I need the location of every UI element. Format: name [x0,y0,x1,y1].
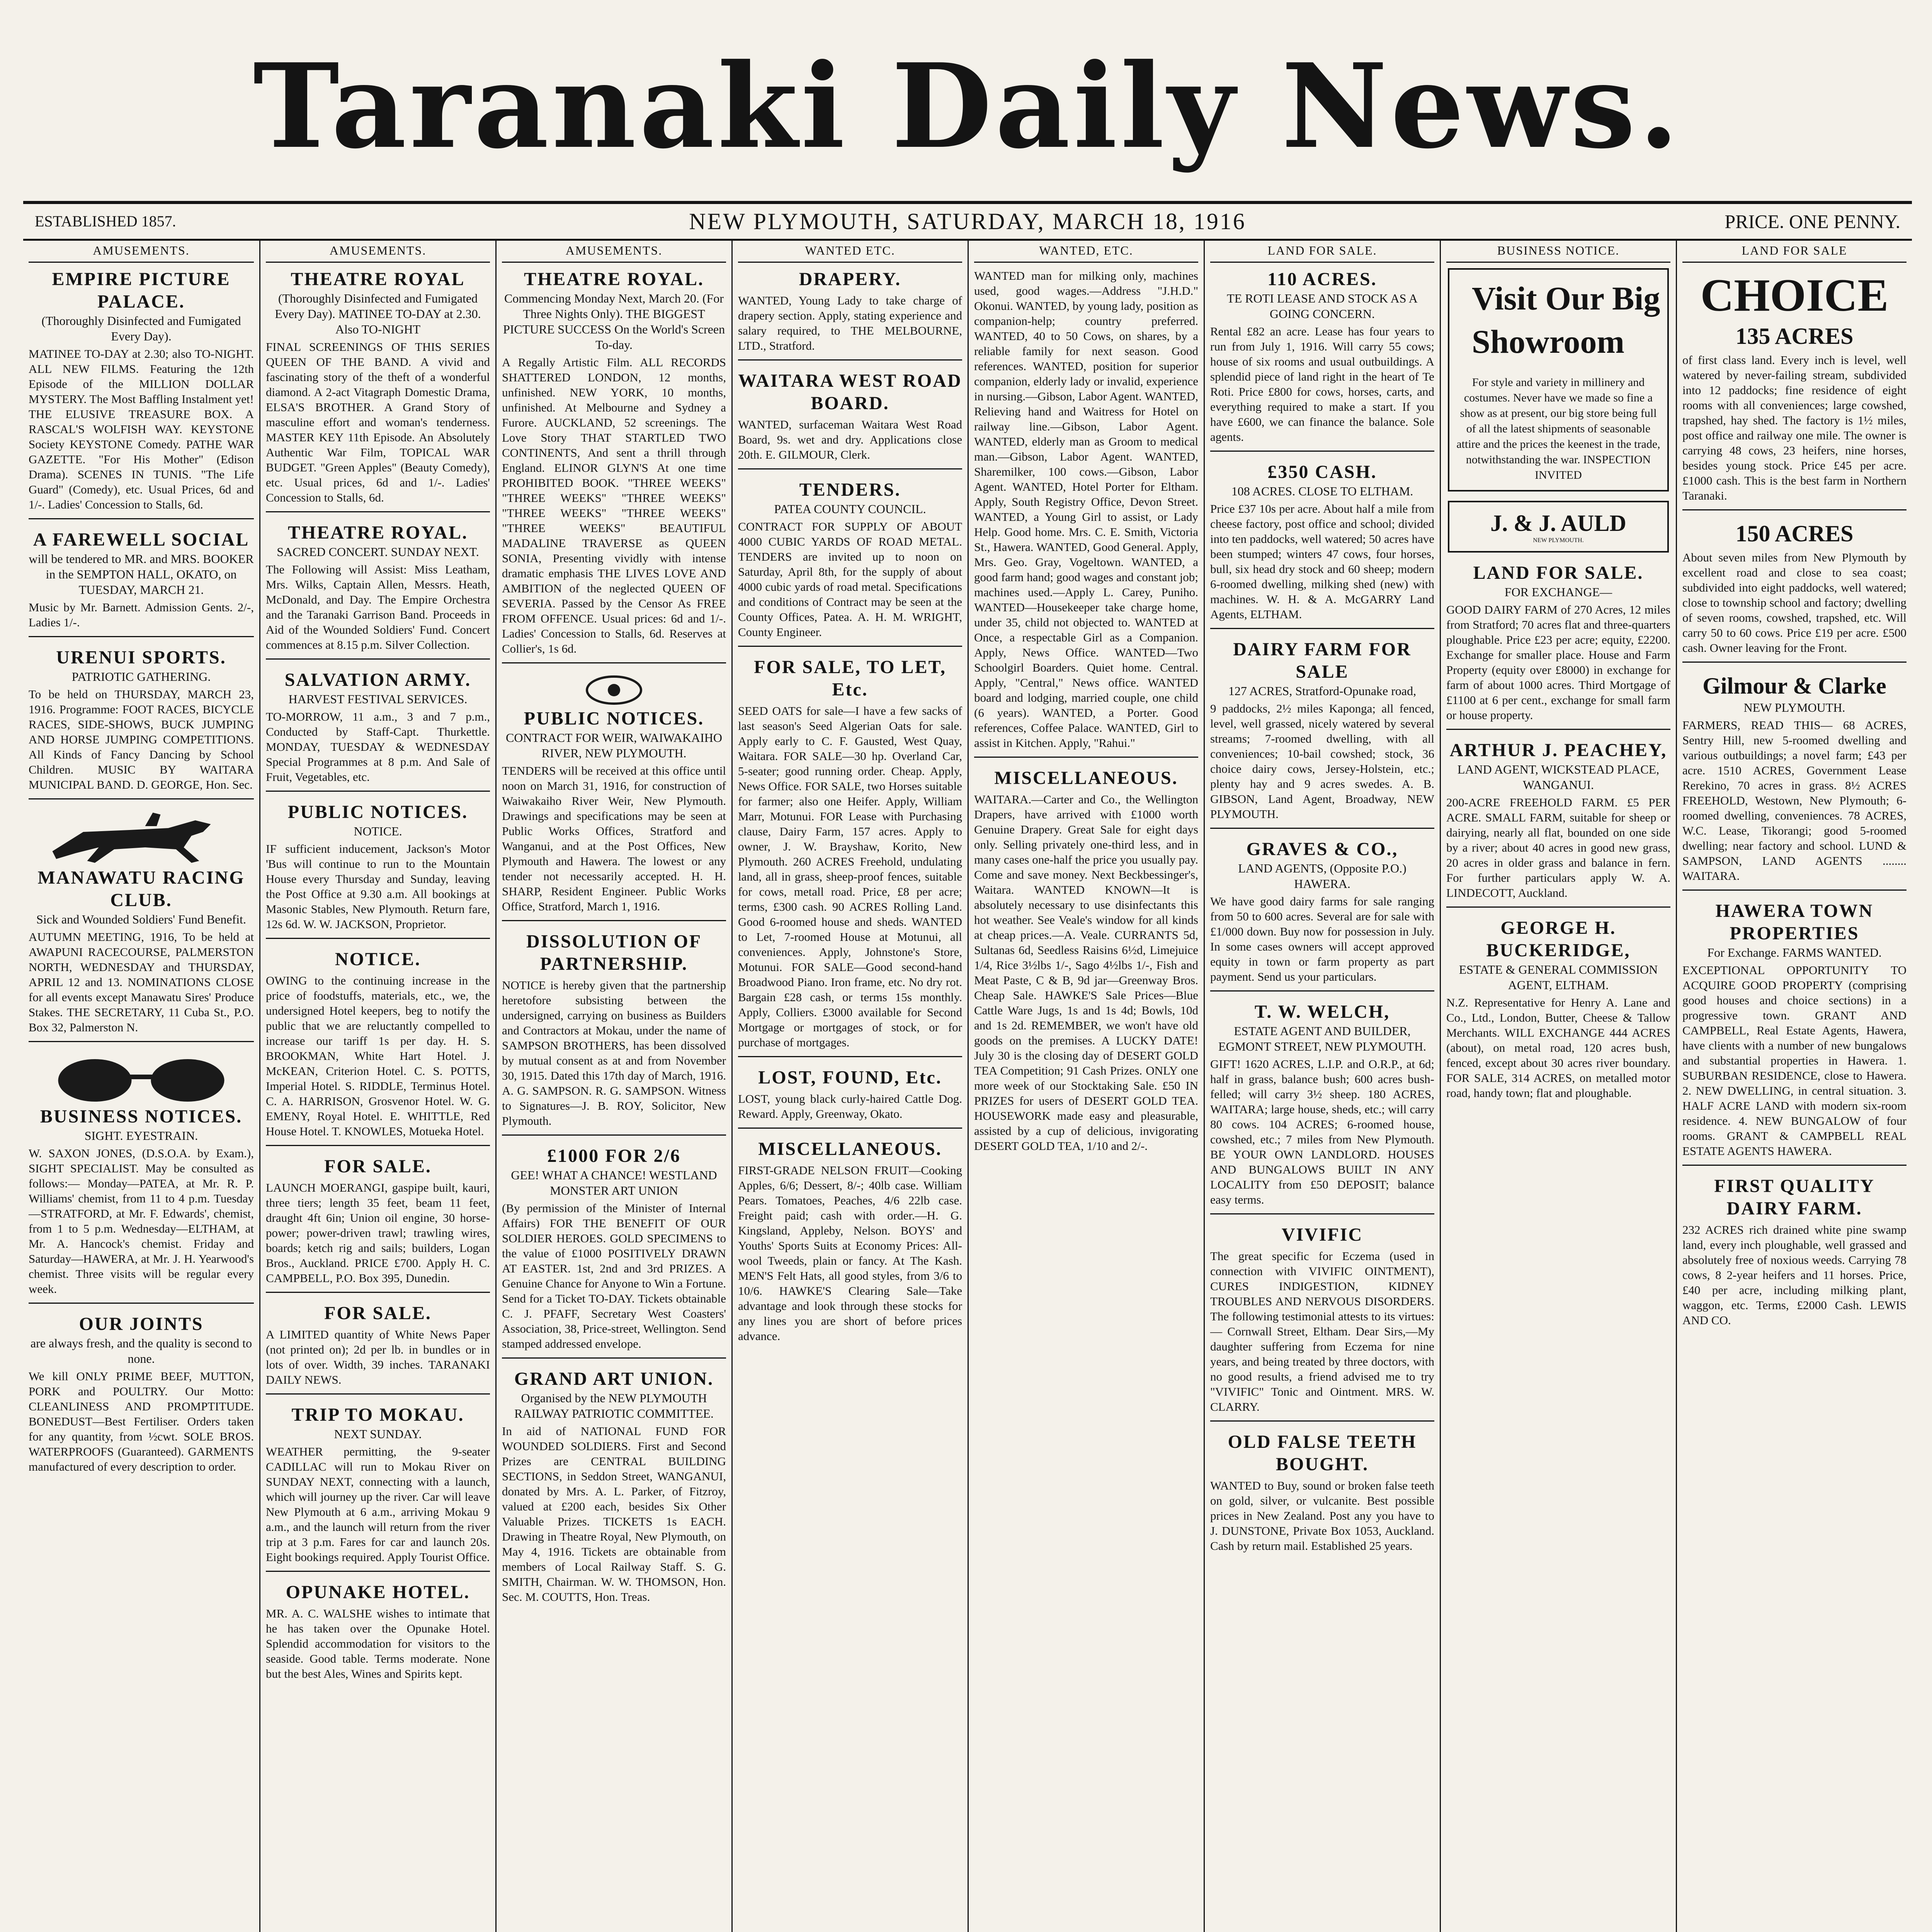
ad-body: The Following will Assist: Miss Leatham, Mrs. Wilks, Captain Allen, Messrs. Heath, McDonald, and Day. The Empire Orchestra and the Taranaki Garrison Band. Proceeds in Aid of the Wounded Soldiers' Fund. Concert commences at 8.15 p.m. Silver Collection. [266,563,490,651]
ad-title: TENDERS. [799,480,901,500]
ad-block [266,1404,490,1572]
ad-body: A Regally Artistic Film. ALL RECORDS SHATTERED LONDON, 12 months, unfinished. NEW YORK, 10 months, unfinished. At Melbourne and Sydney a Furore. AUCKLAND, 52 screenings. The Love Story THAT STARTLED TWO CONTINENTS, And sent a thrill through England. ELINOR GLYN'S At one time PROHIBITED BOOK. "THREE WEEKS" "THREE WEEKS" "THREE WEEKS" "THREE WEEKS" "THREE WEEKS" "THREE WEEKS" BEAUTIFUL MADALINE TRAVERSE as QUEEN SONIA, Presenting vividly with intense dramatic emphasis THE LIVES LOVE AND AMBITION of the neglected QUEEN OF SEVERIA. Passed by the Censor As FREE FROM OFFENCE. Usual prices: 6d and 1/-. Ladies' Concession to Stalls, 6d. Reserves at Collier's, 1s 6d. [502,355,726,655]
ad-block [266,669,490,792]
column-6 [1204,240,1440,1932]
ad-block [1682,1175,1906,1328]
column-5 [968,240,1204,1932]
ad-body: WANTED to Buy, sound or broken false teeth on gold, silver, or vulcanite. Best possible prices in New Zealand. Post any you have to J. DUNSTONE, Private Box 1053, Auckland. Cash by return mail. Established 25 years. [1210,1479,1434,1553]
ad-subtitle: TE ROTI LEASE AND STOCK AS A GOING CONCERN. [1227,291,1418,321]
ad-title: FIRST QUALITY DAIRY FARM. [1714,1176,1875,1219]
ad-title: GEORGE H. BUCKERIDGE, [1486,918,1631,961]
ad-title: FOR SALE. [324,1303,432,1323]
ad-title: MISCELLANEOUS. [994,768,1178,788]
ad-body: A LIMITED quantity of White News Paper (not printed on); 2d per lb. in bundles or in lots of over. Width, 39 inches. TARANAKI DAILY NEWS. [266,1328,490,1386]
ad-body: LOST, young black curly-haired Cattle Dog. Reward. Apply, Greenway, Okato. [738,1092,962,1121]
ad-body: EXCEPTIONAL OPPORTUNITY TO ACQUIRE GOOD PROPERTY (comprising good houses and choice sections) in a progressive town. GRANT AND CAMPBELL, Real Estate Agents, Hawera, have clients with a number of new bungalows and substantial properties in Hawera. 1. SUBURBAN RESIDENCE, close to Hawera. 2. NEW DWELLING, in central situation. 3. HALF ACRE LAND with modern six-room residence. 4. NEW BUNGALOW of four rooms. GRANT & CAMPBELL REAL ESTATE AGENTS HAWERA. [1682,963,1906,1158]
ad-body: 200-ACRE FREEHOLD FARM. £5 PER ACRE. SMALL FARM, suitable for sheep or dairying, nearly all flat, bounded on one side by a river; about 40 acres in good new grass, 20 acres in older grass and balance in fern. For further particulars apply W. A. LINDECOTT, Auckland. [1446,796,1670,900]
ad-body: Music by Mr. Barnett. Admission Gents. 2/-, Ladies 1/-. [29,600,254,629]
ad-block [738,1066,962,1129]
ad-subtitle: NEW PLYMOUTH. [1533,537,1584,544]
ad-subtitle: ESTATE AGENT AND BUILDER, EGMONT STREET, NEW PLYMOUTH. [1218,1024,1427,1053]
ad-body: GOOD DAIRY FARM of 270 Acres, 12 miles from Stratford; 70 acres flat and three-quarters ploughable. Price £23 per acre; equity, £2200. Exchange for smaller place. House and Farm Property (equity over £8000) in exchange for farm of about 1000 acres. Third Mortgage of £1100 at 6 per cent., exchange for small farm or house property. [1446,603,1670,722]
ad-subtitle: (Thoroughly Disinfected and Fumigated Every Day). MATINEE TO-DAY at 2.30. Also TO-NIGHT [275,291,481,336]
ad-title: BUSINESS NOTICES. [40,1106,243,1127]
ad-block [1210,838,1434,992]
ad-subtitle: Organised by the NEW PLYMOUTH RAILWAY PATRIOTIC COMMITTEE. [514,1391,714,1420]
ad-subtitle: PATEA COUNTY COUNCIL. [774,502,926,516]
ad-body: WANTED, Young Lady to take charge of drapery section. Apply, stating experience and salary required, to THE MELBOURNE, LTD., Stratford. [738,294,962,352]
ad-block [974,767,1198,1153]
ad-body: TO-MORROW, 11 a.m., 3 and 7 p.m., Conducted by Staff-Capt. Thurkettle. MONDAY, TUESDAY & WEDNESDAY Special Programmes at 8 p.m. And Sale of Fruit, Vegetables, etc. [266,710,490,784]
ad-body: MATINEE TO-DAY at 2.30; also TO-NIGHT. ALL NEW FILMS. Featuring the 12th Episode of the MILLION DOLLAR MYSTERY. The Most Baffling Instalment yet! THE ELUSIVE TREASURE BOX. A RASCAL'S WOLFISH WAY. KEYSTONE Society KEYSTONE Comedy. PATHE WAR GAZETTE. "For His Mother" (Edison Drama). SCENES IN TUNIS. "The Life Guard" (Comedy), etc. Usual Prices, 6d and 1/-. Ladies' Concession to Stalls, 6d. [29,347,254,511]
column-2 [259,240,495,1932]
ad-block [974,268,1198,758]
ad-body: WEATHER permitting, the 9-seater CADILLAC will run to Mokau River on SUNDAY NEXT, connecting with a launch, which will journey up the river. Car will leave New Plymouth at 6 a.m., arriving Mokau 9 a.m., and the launch will return from the river trip at 3 p.m. Fares for car and launch 20s. Eight bookings required. Apply Tourist Office. [266,1445,490,1564]
ad-subtitle: 127 ACRES, Stratford-Opunake road, [1228,684,1417,698]
ad-title: Visit Our Big Showroom [1472,280,1660,360]
column-8 [1676,240,1912,1932]
ad-body: of first class land. Every inch is level, well watered by never-failing stream, subdivided into 12 paddocks; fine residence of eight rooms with all conveniences; large cowshed, trapshed, hay shed. The factory is 1½ miles, post office and railway one mile. The owner is carrying 48 cows, 23 heifers, nine horses, besides young stock. Price £45 per acre. £1000 cash. This is the best farm in Northern Taranaki. [1682,353,1906,502]
showroom-ad [1448,268,1669,492]
auld-ad [1448,501,1669,553]
ad-block [29,1105,254,1304]
ad-block [266,1302,490,1395]
ad-title: Gilmour & Clarke [1702,673,1886,699]
ad-block [1682,268,1906,510]
ad-body: AUTUMN MEETING, 1916, To be held at AWAPUNI RACECOURSE, PALMERSTON NORTH, WEDNESDAY and THURSDAY, APRIL 12 and 13. NOMINATIONS CLOSE for all events except Manawatu Sires' Produce Stakes. THE SECRETARY, 11 Cuba St., P.O. Box 32, Palmerston N. [29,930,254,1034]
ad-title: CHOICE [1700,269,1889,321]
ad-body: N.Z. Representative for Henry A. Lane and Co., Ltd., London, Butter, Cheese & Tallow Merchants. WILL EXCHANGE 444 ACRES (about), on metal road, 120 acres bush, fenced, except about 30 acres river boundary. FOR SALE, 314 ACRES, on metalled motor road, handy town; flat and ploughable. [1446,996,1670,1100]
ad-block [738,1138,962,1344]
ad-block [1446,739,1670,908]
ad-title: J. & J. AULD [1490,510,1626,536]
spectacles-illustration [29,1051,254,1105]
ad-body: 232 ACRES rich drained white pine swamp land, every inch ploughable, well grassed and absolutely free of noxious weeds. Carrying 78 cows, 8 2-year heifers and 11 horses. Price, £40 per acre, including milking plant, waggon, etc. Terms, £2000 Cash. LEWIS AND CO. [1682,1223,1906,1327]
column-1 [23,240,259,1932]
masthead-title: Taranaki Daily News. [253,38,1682,174]
column-heading: AMUSEMENTS. [266,240,490,263]
column-heading: WANTED, ETC. [974,240,1198,263]
ad-body: FINAL SCREENINGS OF THIS SERIES QUEEN OF THE BAND. A vivid and fascinating story of the theft of a wonderful diamond. A 2-act Vitagraph Domestic Drama, ELSA'S BROTHER. A Grand Story of masculine effort and woman's tenderness. MASTER KEY 11th Episode. An Absolutely Authentic War Film, TOPICAL WAR BUDGET. "Green Apples" (Beauty Comedy), etc. Usual prices, 6d and 1/-. Ladies' Concession to Stalls, 6d. [266,340,490,504]
ad-subtitle: ESTATE & GENERAL COMMISSION AGENT, ELTHAM. [1459,963,1658,992]
ad-block [738,370,962,469]
ad-title: SALVATION ARMY. [284,670,471,690]
dateline-bar [23,201,1912,241]
ad-block [29,268,254,519]
crest-illustration [502,673,726,707]
ad-body: FARMERS, READ THIS— 68 ACRES, Sentry Hill, new 5-roomed dwelling and various outbuildings; a novel farm; £43 per acre. 1510 ACRES, Government Lease Rerekino, 70 acres in grass. 8½ ACRES FREEHOLD, Westown, New Plymouth; 6-roomed dwelling, conveniences. 78 ACRES, W.C. Lease, Tikorangi; good 5-roomed dwelling; near factory and school. LUND & SAMPSON, LAND AGENTS ........ WAITARA. [1682,718,1906,883]
ad-body: GIFT! 1620 ACRES, L.I.P. and O.R.P., at 6d; half in grass, balance bush; 600 acres bush-felled; will carry 3½ sheep. 180 ACRES, WAITARA; large house, sheds, etc.; will carry 80 cows. 104 ACRES; 6-roomed house, cowshed, etc.; 7 miles from New Plymouth. BE YOUR OWN LANDLORD. HOUSES AND BUNGALOWS BUILT IN ANY LOCALITY from £50 DEPOSIT; balance easy terms. [1210,1057,1434,1206]
column-7 [1440,240,1676,1932]
ad-body: We have good dairy farms for sale ranging from 50 to 600 acres. Several are for sale with £1/000 down. Buy now for possession in July. In some cases owners will accept approved equity in town or farm property as part payment. Send us your particulars. [1210,895,1434,983]
ad-title: PUBLIC NOTICES. [524,708,704,729]
ad-block [29,1313,254,1474]
ad-title: DRAPERY. [799,269,901,289]
ad-body: About seven miles from New Plymouth by excellent road and close to sea coast; subdivided into eight paddocks, well watered; close to township school and factory; dwelling of seven rooms, cowshed, trapshed, etc. Will carry 50 to 60 cows. Price £19 per acre. £500 cash. Owner leaving for the Front. [1682,551,1906,655]
ad-block [502,1145,726,1359]
ad-title: T. W. WELCH, [1254,1002,1390,1022]
ad-block [738,479,962,647]
ad-subtitle: CONTRACT FOR WEIR, WAIWAKAIHO RIVER, NEW PLYMOUTH. [506,731,722,760]
ad-block [1210,268,1434,452]
ad-block [502,268,726,663]
ad-title: HAWERA TOWN PROPERTIES [1715,901,1874,944]
ad-block [738,268,962,361]
ad-block [29,646,254,799]
ad-title: 150 ACRES [1735,521,1854,546]
column-heading: AMUSEMENTS. [29,240,254,263]
ad-block [266,1581,490,1681]
ad-subtitle: LAND AGENTS, (Opposite P.O.) HAWERA. [1238,861,1406,891]
ad-title: TRIP TO MOKAU. [291,1405,464,1425]
ad-title: GRAND ART UNION. [514,1369,714,1389]
ad-body: FIRST-GRADE NELSON FRUIT—Cooking Apples, 6/6; Dessert, 8/-; 40lb case. William Pears. Tomatoes, Peaches, 4/6 22lb case. Freight paid; cash with order.—H. G. Kingsland, Appleby, Nelson. BOYS' and Youths' Sports Suits at Economy Prices: All-wool Tweeds, plain or fancy. At The Kash. MEN'S Felt Hats, all good styles, from 3/6 to 10/6. HAWKE'S Clearing Sale—Take advantage and look through these stocks for any lines you are short of before prices advance. [738,1163,962,1343]
place-date-label: NEW PLYMOUTH, SATURDAY, MARCH 18, 1916 [689,209,1246,234]
ad-block [266,1155,490,1293]
ad-body: TENDERS will be received at this office until noon on March 31, 1916, for construction of Waiwakaiho River Weir, New Plymouth. Drawings and specifications may be seen at Public Works Offices, Stratford and Wanganui, and at the Post Offices, New Plymouth and Hawera. The lowest or any tender not necessarily accepted. H. H. SHARP, Resident Engineer. Public Works Office, Stratford, March 1, 1916. [502,764,726,913]
ad-subtitle: Sick and Wounded Soldiers' Fund Benefit. [36,912,246,926]
price-label: PRICE. ONE PENNY. [1725,211,1900,232]
racehorse-illustration [29,809,254,867]
ad-body: LAUNCH MOERANGI, gaspipe built, kauri, three tiers; length 35 feet, beam 11 feet, draught 4ft 6in; Union oil engine, 30 horse-power; power-driven trawl; trawling wires, boards; ketch rig and sails; builders, Logan Bros., Auckland. PRICE £700. Apply H. C. CAMPBELL, P.O. Box 395, Dunedin. [266,1181,490,1285]
ad-block [1682,672,1906,891]
ad-body: The great specific for Eczema (used in connection with VIVIFIC OINTMENT), CURES INDIGESTION, KIDNEY TROUBLES AND NERVOUS DISORDERS. The following testimonial attests to its virtues:— Cornwall Street, Eltham. Dear Sirs,—My daughter suffering from Eczema for nine years, and being treated by three doctors, with no good results, a friend advised me to try "VIVIFIC" Tonic and Ointment. MRS. W. CLARRY. [1210,1249,1434,1413]
ad-subtitle: GEE! WHAT A CHANCE! WESTLAND MONSTER ART UNION [511,1168,717,1197]
ad-subtitle: PATRIOTIC GATHERING. [71,670,211,684]
ad-subtitle: SACRED CONCERT. SUNDAY NEXT. [277,545,479,559]
ad-block [1210,461,1434,629]
ad-title: ARTHUR J. PEACHEY, [1449,740,1667,760]
ad-title: NOTICE. [335,949,421,969]
ad-title: OPUNAKE HOTEL. [286,1582,470,1602]
ad-title: MANAWATU RACING CLUB. [37,867,245,910]
ad-block [1210,1224,1434,1422]
ad-title: OUR JOINTS [79,1314,204,1334]
ad-title: WAITARA WEST ROAD BOARD. [738,371,962,413]
ad-body: WANTED man for milking only, machines used, good wages.—Address "J.H.D." Okonui. WANTED, by young lady, position as companion-help; country preferred. WANTED, 40 to 50 Cows, on shares, by a reliable family for next season. Good references. WANTED, position for superior companion, elderly lady or invalid, experience in nursing.—Gibson, Labor Agent. WANTED, Relieving hand and Waitress for Hotel on railway line.—Gibson, Labor Agent. WANTED, elderly man as Groom to medical man.—Gibson, Labor Agent. WANTED, Sharemilker, 100 cows.—Gibson, Labor Agent. WANTED, Hotel Porter for Eltham. Apply, South Registry Office, Devon Street. WANTED, a Young Girl to assist, or Lady Help. Good home. Mrs. C. E. Smith, Victoria St., Hawera. WANTED, Good General. Apply, Mrs. Geo. Gray, Vogeltown. WANTED, a good farm hand; good wages and constant job; machines used.—Apply L. Carey, Puniho. WANTED—Housekeeper take charge home, under 35, child not objected to. WANTED at Once, a respectable Girl as a Companion. Apply, News Office. WANTED—Two Schoolgirl Boarders. Quiet home. Central. Apply, "Central," News office. WANTED board and lodging, married couple, one child (6 years). WANTED, a Porter. Good references, Coffee Palace. WANTED, Girl to assist in Kitchen. Apply, "Rahui." [974,269,1198,750]
ad-block [29,529,254,637]
ad-block [1210,1001,1434,1214]
ad-subtitle: For Exchange. FARMS WANTED. [1707,946,1882,959]
ad-subtitle: are always fresh, and the quality is second to none. [30,1336,252,1366]
ad-block [502,930,726,1136]
ad-block [1446,917,1670,1100]
column-heading: WANTED ETC. [738,240,962,263]
ad-title: FOR SALE. [324,1156,432,1177]
ad-subtitle: NEW PLYMOUTH. [1743,701,1845,714]
ad-body: W. SAXON JONES, (D.S.O.A. by Exam.), SIGHT SPECIALIST. May be consulted as follows:— Monday—PATEA, at Mr. R. P. Williams' chemist, from 11 to 4 p.m. Tuesday—STRATFORD, at Mr. F. Edwards', chemist, from 1 to 5 p.m. Wednesday—ELTHAM, at Mr. A. Hancock's chemist. Friday and Saturday—HAWERA, at Mr. J. H. Yearwood's chemist. Three visits will be regular every week. [29,1146,254,1296]
ad-subtitle: 108 ACRES. CLOSE TO ELTHAM. [1231,484,1413,498]
ad-block [266,268,490,512]
ad-body: In aid of NATIONAL FUND FOR WOUNDED SOLDIERS. First and Second Prizes are CENTRAL BUILDING SECTIONS, in Seddon Street, WANGANUI, donated by Mrs. A. L. Parker, of Fitzroy, valued at £200 each, besides Six Other Valuable Prizes. TICKETS 1s EACH. Drawing in Theatre Royal, New Plymouth, on May 4, 1916. Tickets are obtainable from members of Local Railway Staff. S. G. SMITH, Chairman. W. W. THOMSON, Hon. Sec. M. COUTTS, Hon. Treas. [502,1424,726,1604]
ad-title: THEATRE ROYAL [291,269,465,289]
ad-block [266,948,490,1146]
ad-title: LAND FOR SALE. [1473,563,1644,583]
column-heading: BUSINESS NOTICE. [1446,240,1670,263]
ad-body: Price £37 10s per acre. About half a mile from cheese factory, post office and school; divided into ten paddocks, well watered; 50 acres have been stumped; winters 47 cows, four horses, bull, six head dry stock and 60 sheep; modern 6-roomed dwelling, milking shed (new) with machines. W. H. & A. McGARRY Land Agents, ELTHAM. [1210,502,1434,621]
ad-block [502,1368,726,1604]
ad-subtitle: NEXT SUNDAY. [334,1427,422,1441]
column-3 [495,240,731,1932]
ad-subtitle: LAND AGENT, WICKSTEAD PLACE, WANGANUI. [1457,762,1660,792]
ad-block [266,522,490,660]
ad-block [502,707,726,921]
ad-title: THEATRE ROYAL. [287,522,468,543]
ad-subtitle: (Thoroughly Disinfected and Fumigated Every Day). [41,314,241,343]
ad-body: (By permission of the Minister of Internal Affairs) FOR THE BENEFIT OF OUR SOLDIER HEROES. GOLD SPECIMENS to the value of £1000 POSITIVELY DRAWN AT EASTER. 1st, 2nd and 3rd PRIZES. A Genuine Chance for Anyone to Win a Fortune. Send for a Ticket TO-DAY. Tickets obtainable C. J. PFAFF, Secretary West Coasters' Association, 38, Price-street, Wellington. Send stamped addressed envelope. [502,1201,726,1350]
ad-body: SEED OATS for sale—I have a few sacks of last season's Seed Algerian Oats for sale. Apply early to C. F. Gausted, West Quay, Waitara. FOR SALE—30 hp. Overland Car, 5-seater; good running order. Cheap. Apply, News Office. FOR SALE, two Horses suitable for farmer; also one Heifer. Apply, William Marr, Motunui. FOR Lease with Purchasing clause, Dairy Farm, 157 acres. Apply to owner, J. W. Brayshaw, Korito, New Plymouth. 260 ACRES Freehold, undulating land, all in grass, sheep-proof fences, suitable for cows, metall road. Price, £8 per acre; terms, £300 cash. 90 ACRES Rolling Land. Good 6-roomed house and sheds. WANTED to Let, 7-roomed House at Motunui, all conveniences. Apply, Johnstone's Store, Motunui. FOR SALE—Good second-hand Broadwood Piano. Iron frame, etc. No dry rot. Bargain £28 cash, or terms 15s monthly. Apply, Colliers. £3000 available for Second Mortgage or mortgages of stock, or for purchase of mortgages. [738,704,962,1049]
column-heading: LAND FOR SALE [1682,240,1906,263]
ad-subtitle: will be tendered to MR. and MRS. BOOKER in the SEMPTON HALL, OKATO, on TUESDAY, MARCH 21. [29,552,254,597]
ad-block [1210,638,1434,829]
ad-title: LOST, FOUND, Etc. [758,1067,942,1088]
established-label: ESTABLISHED 1857. [35,213,176,230]
ad-subtitle: Commencing Monday Next, March 20. (For Three Nights Only). THE BIGGEST PICTURE SUCCESS On the World's Screen To-day. [503,291,725,352]
ad-title: 110 ACRES. [1267,269,1377,289]
ad-block [1446,562,1670,730]
ad-subtitle: NOTICE. [354,824,402,838]
ad-body: MR. A. C. WALSHE wishes to intimate that he has taken over the Opunake Hotel. Splendid accommodation for visitors to the seaside. Good table. Terms moderate. None but the best Ales, Wines and Spirits kept. [266,1607,490,1680]
ad-body: WANTED, surfaceman Waitara West Road Board, 9s. wet and dry. Applications close 20th. E. GILMOUR, Clerk. [738,418,962,461]
ad-body: CONTRACT FOR SUPPLY OF ABOUT 4000 CUBIC YARDS OF ROAD METAL. TENDERS are invited up to noon on Saturday, April 8th, for the supply of about 4000 cubic yards of road metal. Specifications and conditions of Contract may be seen at the County Offices, Patea. A. H. M. WRIGHT, County Engineer. [738,520,962,639]
ad-title: PUBLIC NOTICES. [287,802,468,822]
ad-block [1682,900,1906,1166]
ad-block [738,656,962,1057]
ad-body: 9 paddocks, 2½ miles Kaponga; all fenced, level, well grassed, nicely watered by several streams; 7-roomed dwelling, with all conveniences; 10-bail cowshed; stock, 36 choice dairy cows, Jersey-Holstein, etc.; plenty hay and 9 acres swedes. A. B. GIBSON, Land Agent, Broadway, NEW PLYMOUTH. [1210,702,1434,821]
ad-block [1210,1431,1434,1553]
ad-body: For style and variety in millinery and costumes. Never have we made so fine a show as at present, our big store being full of all the latest shipments of seasonable attire and the prices the keenest in the trade, notwithstanding the war. INSPECTION INVITED [1456,376,1660,481]
ad-body: NOTICE is hereby given that the partnership heretofore subsisting between the undersigned, carrying on business as Builders and Contractors at Mokau, under the name of SAMPSON BROTHERS, has been dissolved by mutual consent as at and from November 30, 1915. Dated this 17th day of March, 1916. A. G. SAMPSON. R. G. SAMPSON. Witness to Signatures—J. B. ROY, Solicitor, New Plymouth. [502,978,726,1128]
ad-body: IF sufficient inducement, Jackson's Motor 'Bus will continue to run to the Mountain House every Thursday and Sunday, leaving the Post Office at 9.30 a.m. All bookings at Masonic Stables, New Plymouth. Return fare, 12s 6d. W. W. JACKSON, Proprietor. [266,842,490,931]
ad-title: URENUI SPORTS. [56,647,226,668]
ad-body: We kill ONLY PRIME BEEF, MUTTON, PORK and POULTRY. Our Motto: CLEANLINESS AND PROMPTITUDE. BONEDUST—Best Fertiliser. Orders taken for any quantity, from ½cwt. SOLE BROS. WATERPROOFS (Guaranteed). GARMENTS manufactured of every description to order. [29,1369,254,1473]
columns-container [23,240,1912,1932]
ad-title: THEATRE ROYAL. [524,269,704,289]
column-heading: AMUSEMENTS. [502,240,726,263]
ad-title: OLD FALSE TEETH BOUGHT. [1228,1432,1417,1475]
ad-body: WAITARA.—Carter and Co., the Wellington Drapers, have arrived with £1000 worth Genuine Drapery. Great Sale for eight days only. Selling privately one-third less, and in many cases one-half the price you usually pay. Come and save money. Next Beckbessinger's, Waitara. WANTED KNOWN—It is absolutely necessary to use disinfectants this hot weather. See Veale's window for all kinds at cheap prices.—A. Veale. CURRANTS 5d, Sultanas 6d, Seedless Raisins 6½d, Limejuice 1/4, Rice 3½lbs 1/-, Sago 4½lbs 1/-, Fish and Meat Paste, C & B, 9d jar—Greenway Bros. Cheap Sale. HAWKE'S Sale Prices—Blue Cattle Ware Jugs, 1s and 1s 4d; Bowls, 10d and 1s 2d. REMEMBER, we won't have old goods on the premises. A LUCKY DATE! July 30 is the closing day of DESERT GOLD TEA Competition; 91 Cash Prizes. ONLY one more week of our Stocktaking Sale. £50 IN PRIZES for users of DESERT GOLD TEA. HOUSEWORK made easy and pleasurable, assisted by a cup of delicious, invigorating DESERT GOLD TEA, 1/10 and 2/-. [974,793,1198,1153]
ad-subtitle: SIGHT. EYESTRAIN. [84,1129,198,1143]
ad-title: £350 CASH. [1267,462,1377,482]
ad-title: FOR SALE, TO LET, Etc. [754,657,946,700]
ad-title: GRAVES & CO., [1246,839,1398,859]
ad-subtitle: FOR EXCHANGE— [1504,585,1612,599]
ad-block [266,801,490,939]
ad-title: A FAREWELL SOCIAL [33,529,250,550]
ad-title: DAIRY FARM FOR SALE [1233,639,1412,682]
ad-title: DISSOLUTION OF PARTNERSHIP. [526,931,702,974]
ad-body: Rental £82 an acre. Lease has four years to run from July 1, 1916. Will carry 55 cows; house of six rooms and usual outbuildings. A splendid piece of land right in the heart of Te Roti. Price £800 for cows, horses, carts, and everything required to make a start. If you have £600, we can finance the balance. Sole agents. [1210,325,1434,444]
column-4 [731,240,968,1932]
ad-title: MISCELLANEOUS. [758,1139,942,1159]
ad-block [29,867,254,1042]
ad-body: OWING to the continuing increase in the price of foodstuffs, materials, etc., we, the undersigned Hotel keepers, beg to notify the public that we are reluctantly compelled to increase our tariff 1s per day. H. S. BROOKMAN, White Hart Hotel. J. McKEAN, Criterion Hotel. C. S. POTTS, Imperial Hotel. S. RIDDLE, Terminus Hotel. C. A. HARRISON, Grosvenor Hotel. W. G. EMENY, Royal Hotel. E. WHITTLE, Red House Hotel. T. KNOWLES, Motueka Hotel. [266,974,490,1138]
ad-title: £1000 FOR 2/6 [547,1146,681,1166]
ad-body: To be held on THURSDAY, MARCH 23, 1916. Programme: FOOT RACES, BICYCLE RACES, SIDE-SHOWS, BUCK JUMPING AND HORSE JUMPING COMPETITIONS. All Kinds of Fancy Dancing by School Children. MUSIC BY WAITARA MUNICIPAL BAND. D. GEORGE, Hon. Sec. [29,687,254,791]
ad-subtitle: HARVEST FESTIVAL SERVICES. [288,692,468,706]
ad-title: VIVIFIC [1281,1225,1363,1245]
column-heading: LAND FOR SALE. [1210,240,1434,263]
ad-subtitle: 135 ACRES [1735,323,1854,349]
ad-title: EMPIRE PICTURE PALACE. [52,269,231,312]
ad-block [1682,520,1906,663]
